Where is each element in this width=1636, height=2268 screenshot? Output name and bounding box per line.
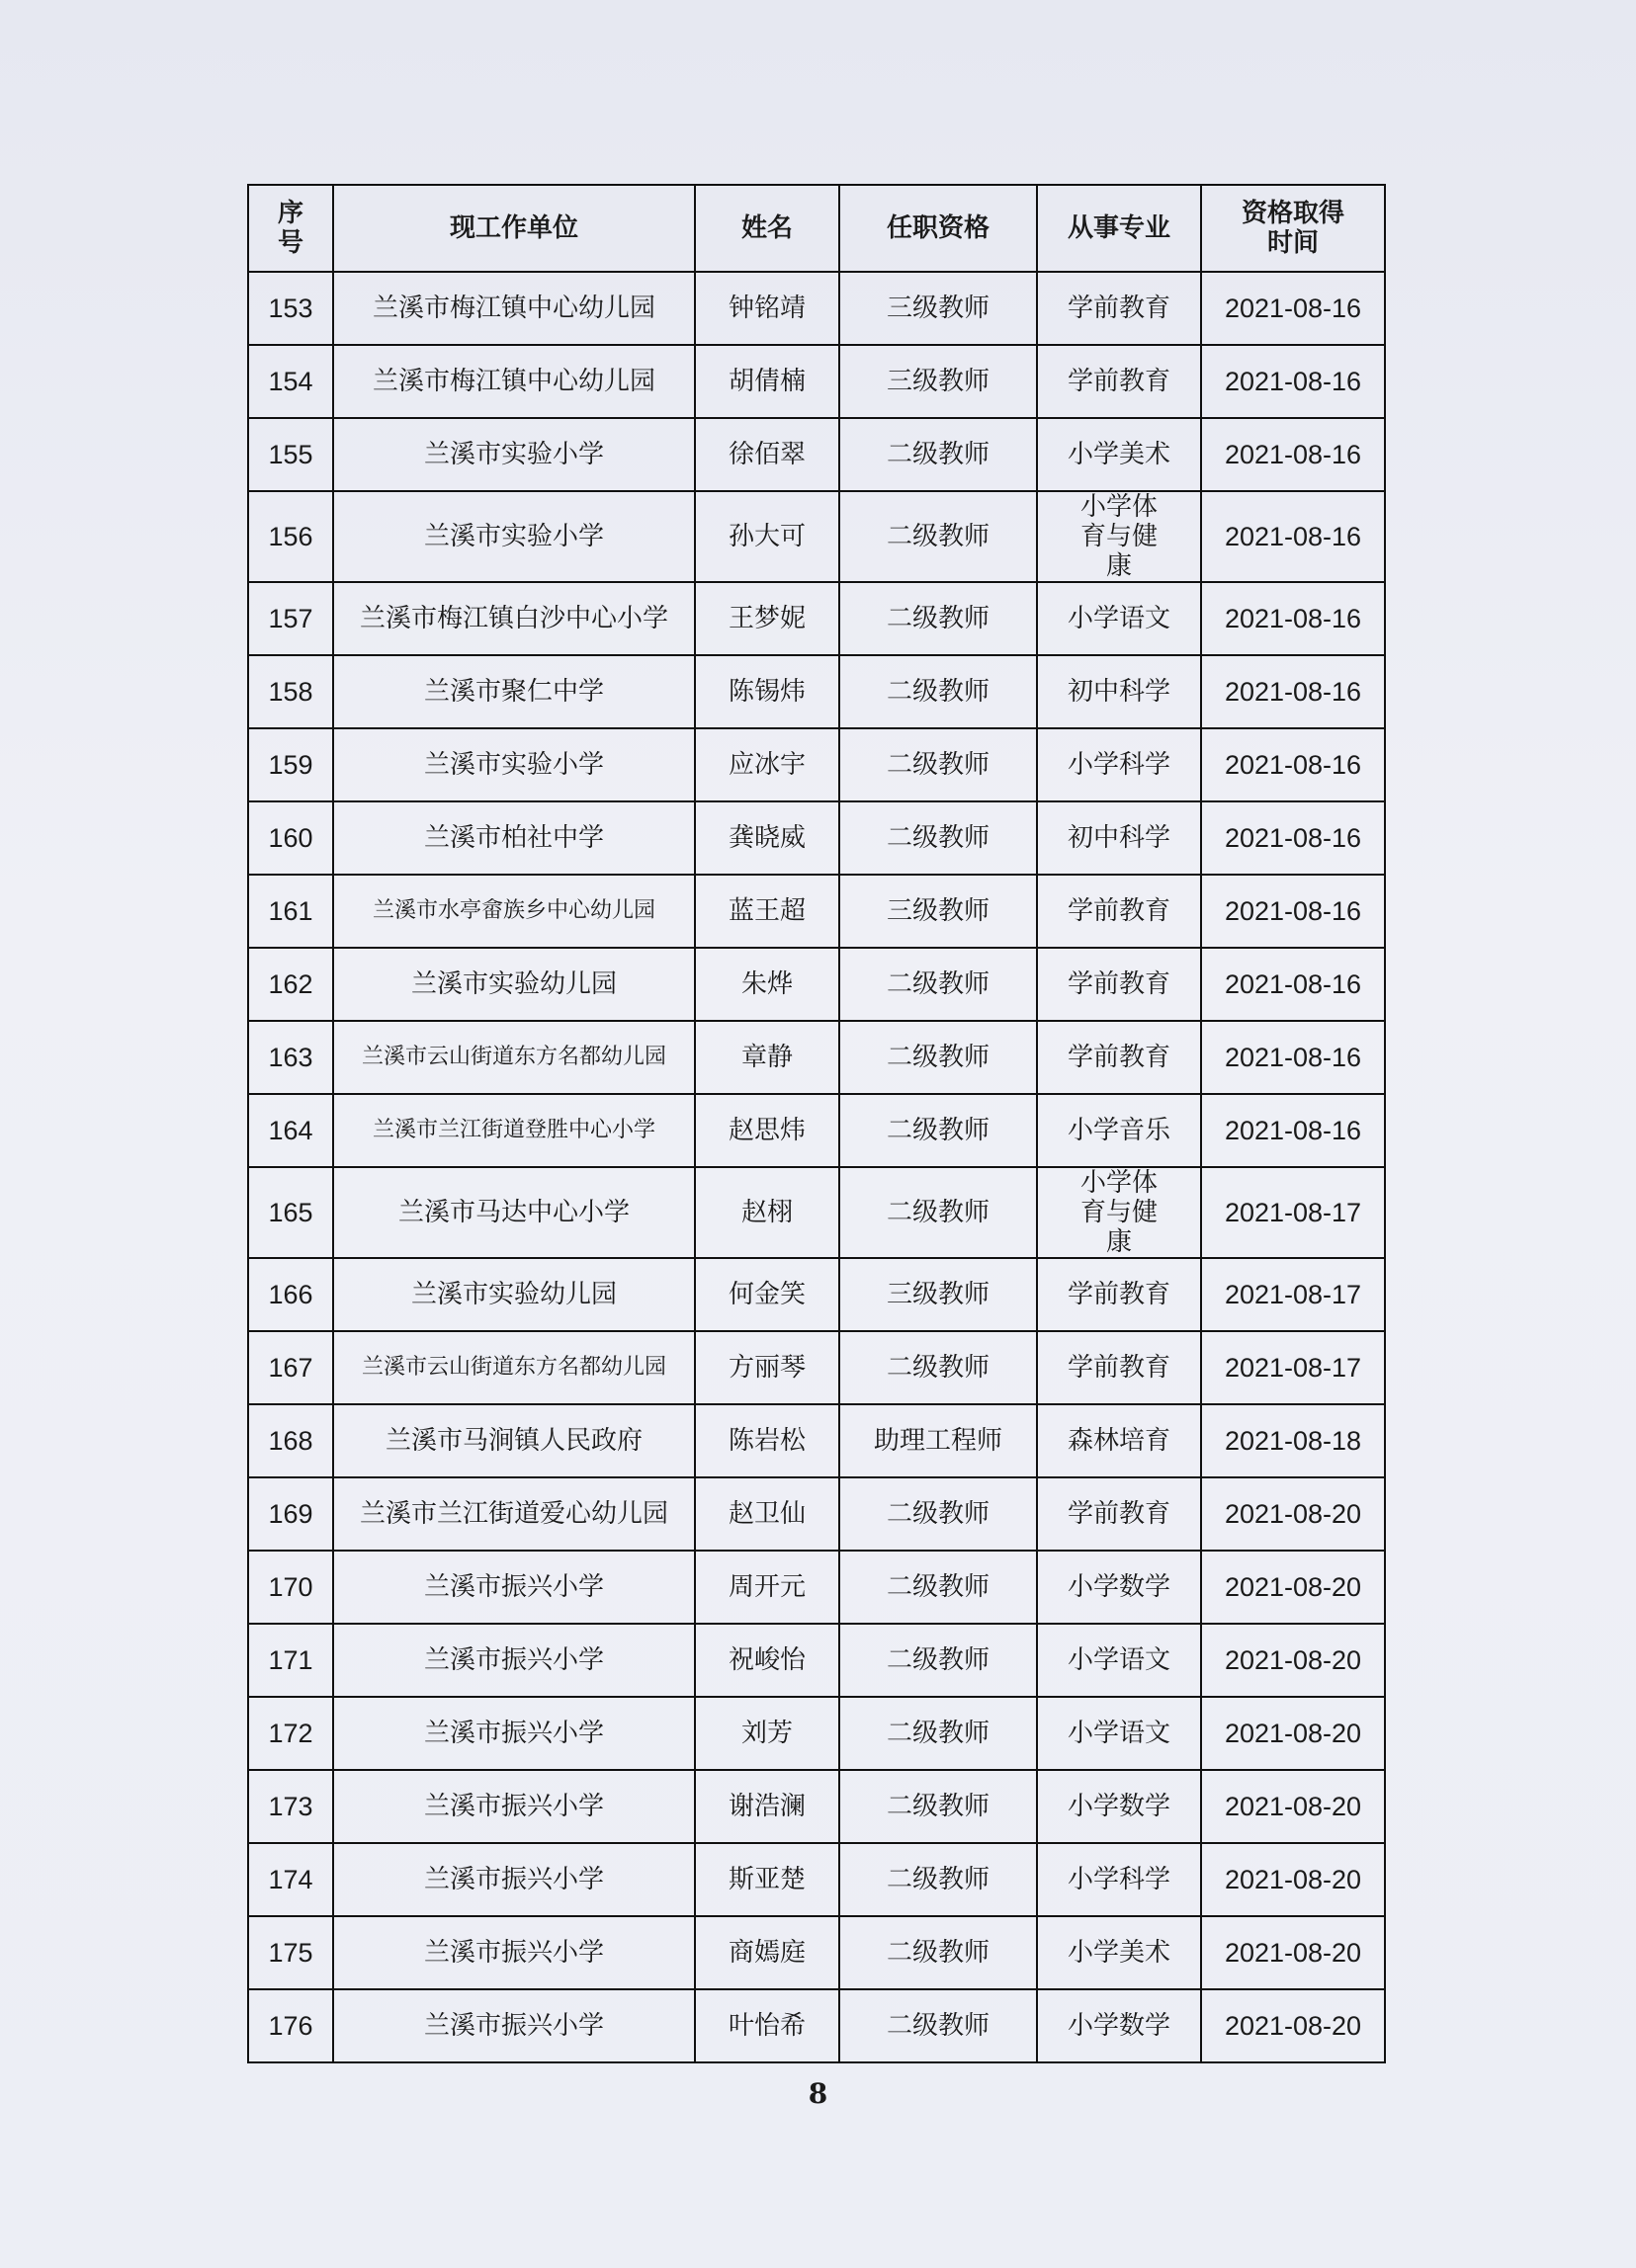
cell-seq: 155 (248, 418, 333, 491)
cell-unit: 兰溪市实验幼儿园 (333, 948, 695, 1021)
cell-seq: 156 (248, 491, 333, 582)
header-seq-text: 序号 (277, 199, 303, 258)
cell-qualification: 二级教师 (839, 1094, 1037, 1167)
cell-date: 2021-08-17 (1201, 1167, 1385, 1258)
cell-major: 学前教育 (1037, 1477, 1201, 1551)
table-row (248, 948, 1385, 1021)
cell-name: 何金笑 (695, 1258, 839, 1331)
cell-unit: 兰溪市水亭畲族乡中心幼儿园 (333, 875, 695, 948)
header-date (1201, 185, 1385, 272)
table-row (248, 1916, 1385, 1989)
cell-qualification: 三级教师 (839, 1258, 1037, 1331)
cell-major: 小学语文 (1037, 1624, 1201, 1697)
cell-date: 2021-08-16 (1201, 1021, 1385, 1094)
table-row (248, 875, 1385, 948)
cell-unit: 兰溪市云山街道东方名都幼儿园 (333, 1021, 695, 1094)
cell-seq: 168 (248, 1404, 333, 1477)
cell-seq: 173 (248, 1770, 333, 1843)
cell-unit: 兰溪市实验小学 (333, 491, 695, 582)
cell-major: 小学体育与健康 (1037, 1167, 1201, 1258)
cell-unit: 兰溪市振兴小学 (333, 1843, 695, 1916)
cell-date: 2021-08-16 (1201, 582, 1385, 655)
cell-unit: 兰溪市实验小学 (333, 418, 695, 491)
cell-name: 商嫣庭 (695, 1916, 839, 1989)
cell-name: 刘芳 (695, 1697, 839, 1770)
cell-date: 2021-08-16 (1201, 272, 1385, 345)
table-row (248, 1021, 1385, 1094)
cell-date: 2021-08-20 (1201, 1477, 1385, 1551)
cell-unit: 兰溪市兰江街道爱心幼儿园 (333, 1477, 695, 1551)
cell-date: 2021-08-20 (1201, 1916, 1385, 1989)
cell-qualification: 二级教师 (839, 655, 1037, 728)
cell-unit: 兰溪市振兴小学 (333, 1916, 695, 1989)
header-major: 从事专业 (1037, 185, 1201, 272)
cell-qualification: 助理工程师 (839, 1404, 1037, 1477)
cell-name: 方丽琴 (695, 1331, 839, 1404)
cell-qualification: 二级教师 (839, 1770, 1037, 1843)
cell-unit: 兰溪市兰江街道登胜中心小学 (333, 1094, 695, 1167)
cell-seq: 167 (248, 1331, 333, 1404)
cell-major: 小学数学 (1037, 1551, 1201, 1624)
cell-unit: 兰溪市振兴小学 (333, 1770, 695, 1843)
cell-qualification: 二级教师 (839, 1843, 1037, 1916)
cell-date: 2021-08-16 (1201, 491, 1385, 582)
cell-major: 小学数学 (1037, 1770, 1201, 1843)
cell-major: 学前教育 (1037, 875, 1201, 948)
cell-date: 2021-08-16 (1201, 655, 1385, 728)
cell-date: 2021-08-16 (1201, 728, 1385, 801)
cell-qualification: 三级教师 (839, 272, 1037, 345)
cell-unit: 兰溪市振兴小学 (333, 1989, 695, 2062)
cell-unit: 兰溪市振兴小学 (333, 1697, 695, 1770)
cell-major: 学前教育 (1037, 1331, 1201, 1404)
cell-unit: 兰溪市振兴小学 (333, 1624, 695, 1697)
cell-seq: 162 (248, 948, 333, 1021)
cell-date: 2021-08-20 (1201, 1551, 1385, 1624)
header-unit: 现工作单位 (333, 185, 695, 272)
header-qualification: 任职资格 (839, 185, 1037, 272)
cell-date: 2021-08-17 (1201, 1331, 1385, 1404)
cell-seq: 171 (248, 1624, 333, 1697)
cell-seq: 163 (248, 1021, 333, 1094)
table-row (248, 1843, 1385, 1916)
table-row (248, 1258, 1385, 1331)
cell-date: 2021-08-20 (1201, 1843, 1385, 1916)
cell-major: 森林培育 (1037, 1404, 1201, 1477)
cell-name: 胡倩楠 (695, 345, 839, 418)
cell-qualification: 二级教师 (839, 1624, 1037, 1697)
cell-seq: 154 (248, 345, 333, 418)
cell-qualification: 三级教师 (839, 345, 1037, 418)
cell-major: 小学语文 (1037, 582, 1201, 655)
cell-qualification: 二级教师 (839, 1477, 1037, 1551)
cell-qualification: 二级教师 (839, 948, 1037, 1021)
cell-name: 赵卫仙 (695, 1477, 839, 1551)
cell-major: 初中科学 (1037, 801, 1201, 875)
cell-date: 2021-08-18 (1201, 1404, 1385, 1477)
cell-qualification: 二级教师 (839, 1551, 1037, 1624)
table-row (248, 1697, 1385, 1770)
cell-major: 学前教育 (1037, 948, 1201, 1021)
table-row (248, 801, 1385, 875)
cell-date: 2021-08-17 (1201, 1258, 1385, 1331)
cell-name: 斯亚楚 (695, 1843, 839, 1916)
table-row (248, 1331, 1385, 1404)
cell-qualification: 二级教师 (839, 1331, 1037, 1404)
cell-date: 2021-08-16 (1201, 801, 1385, 875)
table-row (248, 1624, 1385, 1697)
cell-qualification: 二级教师 (839, 728, 1037, 801)
cell-major: 学前教育 (1037, 345, 1201, 418)
header-seq (248, 185, 333, 272)
table-row (248, 1989, 1385, 2062)
cell-date: 2021-08-16 (1201, 418, 1385, 491)
qualification-table (247, 184, 1386, 2063)
cell-qualification: 二级教师 (839, 418, 1037, 491)
cell-qualification: 二级教师 (839, 1916, 1037, 1989)
cell-major: 小学数学 (1037, 1989, 1201, 2062)
cell-unit: 兰溪市马涧镇人民政府 (333, 1404, 695, 1477)
cell-date: 2021-08-20 (1201, 1624, 1385, 1697)
cell-date: 2021-08-20 (1201, 1770, 1385, 1843)
table-row (248, 655, 1385, 728)
cell-qualification: 二级教师 (839, 1021, 1037, 1094)
cell-major: 小学音乐 (1037, 1094, 1201, 1167)
cell-name: 祝峻怡 (695, 1624, 839, 1697)
cell-qualification: 二级教师 (839, 1697, 1037, 1770)
cell-major: 小学语文 (1037, 1697, 1201, 1770)
header-date-text: 资格取得时间 (1241, 199, 1344, 258)
cell-unit: 兰溪市梅江镇中心幼儿园 (333, 345, 695, 418)
cell-unit: 兰溪市实验小学 (333, 728, 695, 801)
cell-seq: 176 (248, 1989, 333, 2062)
cell-unit: 兰溪市云山街道东方名都幼儿园 (333, 1331, 695, 1404)
cell-seq: 157 (248, 582, 333, 655)
cell-name: 徐佰翠 (695, 418, 839, 491)
cell-name: 钟铭靖 (695, 272, 839, 345)
table-row (248, 1551, 1385, 1624)
table-row (248, 1477, 1385, 1551)
cell-name: 王梦妮 (695, 582, 839, 655)
cell-name: 孙大可 (695, 491, 839, 582)
table-row (248, 491, 1385, 582)
cell-name: 赵思炜 (695, 1094, 839, 1167)
cell-date: 2021-08-20 (1201, 1697, 1385, 1770)
cell-qualification: 二级教师 (839, 582, 1037, 655)
cell-seq: 175 (248, 1916, 333, 1989)
table-header-row (248, 185, 1385, 272)
cell-seq: 172 (248, 1697, 333, 1770)
cell-seq: 165 (248, 1167, 333, 1258)
cell-seq: 164 (248, 1094, 333, 1167)
cell-name: 应冰宇 (695, 728, 839, 801)
cell-qualification: 二级教师 (839, 1989, 1037, 2062)
cell-seq: 166 (248, 1258, 333, 1331)
cell-qualification: 二级教师 (839, 801, 1037, 875)
table-row (248, 345, 1385, 418)
cell-unit: 兰溪市柏社中学 (333, 801, 695, 875)
cell-major: 初中科学 (1037, 655, 1201, 728)
table-row (248, 1094, 1385, 1167)
cell-major: 学前教育 (1037, 1021, 1201, 1094)
cell-name: 谢浩澜 (695, 1770, 839, 1843)
cell-unit: 兰溪市梅江镇白沙中心小学 (333, 582, 695, 655)
cell-major: 小学美术 (1037, 418, 1201, 491)
table-row (248, 272, 1385, 345)
table-row (248, 1167, 1385, 1258)
cell-unit: 兰溪市聚仁中学 (333, 655, 695, 728)
cell-major: 学前教育 (1037, 272, 1201, 345)
cell-name: 陈岩松 (695, 1404, 839, 1477)
cell-seq: 159 (248, 728, 333, 801)
header-name: 姓名 (695, 185, 839, 272)
cell-date: 2021-08-20 (1201, 1989, 1385, 2062)
cell-seq: 161 (248, 875, 333, 948)
cell-name: 陈锡炜 (695, 655, 839, 728)
cell-name: 周开元 (695, 1551, 839, 1624)
table-row (248, 1404, 1385, 1477)
cell-name: 龚晓威 (695, 801, 839, 875)
cell-date: 2021-08-16 (1201, 1094, 1385, 1167)
cell-seq: 170 (248, 1551, 333, 1624)
cell-major: 小学美术 (1037, 1916, 1201, 1989)
cell-major: 小学科学 (1037, 1843, 1201, 1916)
cell-unit: 兰溪市实验幼儿园 (333, 1258, 695, 1331)
cell-unit: 兰溪市马达中心小学 (333, 1167, 695, 1258)
cell-major: 学前教育 (1037, 1258, 1201, 1331)
cell-seq: 160 (248, 801, 333, 875)
cell-date: 2021-08-16 (1201, 948, 1385, 1021)
table-row (248, 418, 1385, 491)
table-body (248, 272, 1385, 2062)
cell-name: 蓝王超 (695, 875, 839, 948)
table-row (248, 582, 1385, 655)
cell-unit: 兰溪市梅江镇中心幼儿园 (333, 272, 695, 345)
cell-major: 小学体育与健康 (1037, 491, 1201, 582)
cell-name: 朱烨 (695, 948, 839, 1021)
table-row (248, 728, 1385, 801)
qualification-table-wrapper (247, 184, 1384, 2063)
page-number: 8 (808, 2077, 828, 2110)
cell-name: 叶怡希 (695, 1989, 839, 2062)
cell-unit: 兰溪市振兴小学 (333, 1551, 695, 1624)
cell-name: 章静 (695, 1021, 839, 1094)
cell-major: 小学科学 (1037, 728, 1201, 801)
cell-date: 2021-08-16 (1201, 345, 1385, 418)
cell-qualification: 三级教师 (839, 875, 1037, 948)
cell-date: 2021-08-16 (1201, 875, 1385, 948)
cell-seq: 153 (248, 272, 333, 345)
cell-seq: 158 (248, 655, 333, 728)
cell-qualification: 二级教师 (839, 491, 1037, 582)
cell-qualification: 二级教师 (839, 1167, 1037, 1258)
cell-name: 赵栩 (695, 1167, 839, 1258)
cell-seq: 174 (248, 1843, 333, 1916)
cell-seq: 169 (248, 1477, 333, 1551)
table-row (248, 1770, 1385, 1843)
